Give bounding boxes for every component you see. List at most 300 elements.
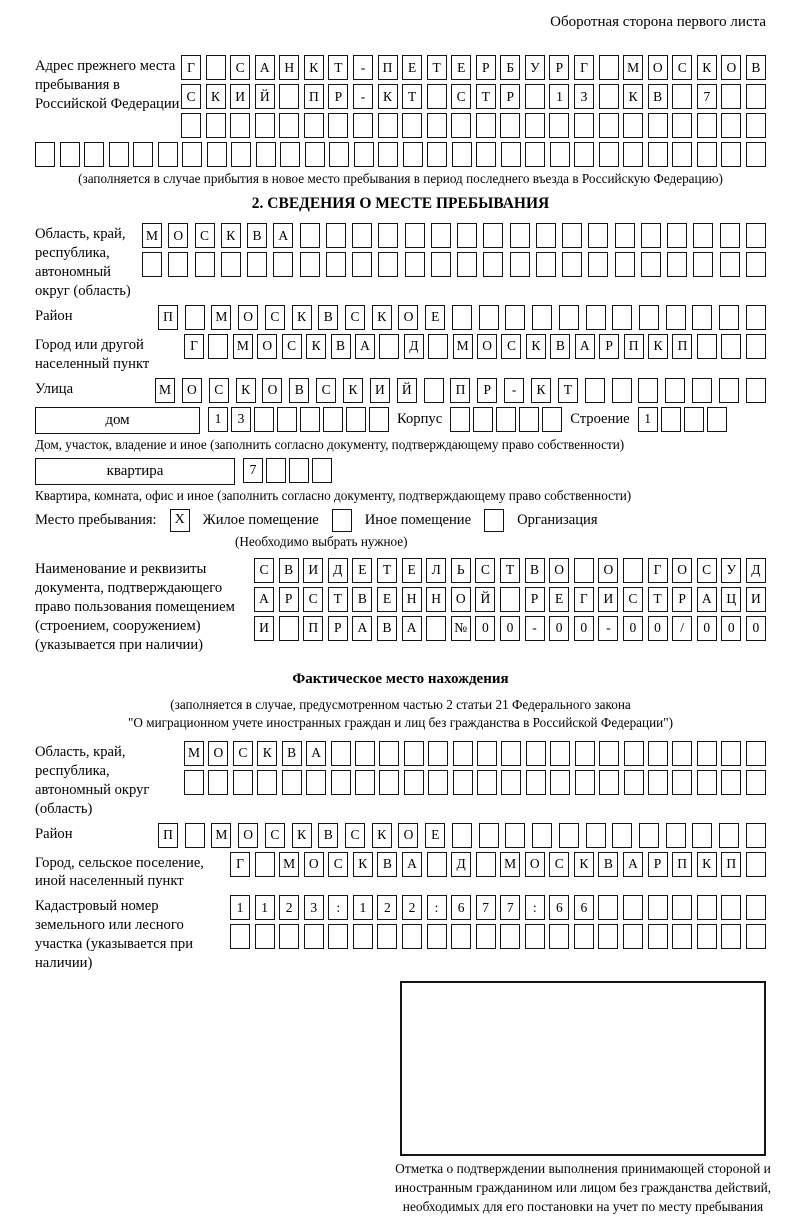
char-box[interactable] <box>477 741 497 766</box>
char-box[interactable]: С <box>303 587 323 612</box>
char-box[interactable]: О <box>451 587 471 612</box>
char-box[interactable]: О <box>168 223 188 248</box>
char-box[interactable]: О <box>598 558 618 583</box>
char-box[interactable]: М <box>142 223 162 248</box>
char-box[interactable]: : <box>328 895 348 920</box>
char-box[interactable] <box>427 142 447 167</box>
char-box[interactable]: : <box>525 895 545 920</box>
char-box[interactable]: Н <box>426 587 446 612</box>
char-box[interactable] <box>289 458 309 483</box>
char-box[interactable]: К <box>531 378 551 403</box>
char-box[interactable]: И <box>303 558 323 583</box>
char-box[interactable]: 7 <box>500 895 520 920</box>
char-box[interactable] <box>378 142 398 167</box>
char-box[interactable] <box>667 223 687 248</box>
char-box[interactable] <box>574 558 594 583</box>
char-box[interactable] <box>133 142 153 167</box>
char-box[interactable] <box>536 223 556 248</box>
char-box[interactable] <box>185 823 205 848</box>
char-box[interactable] <box>549 924 569 949</box>
char-box[interactable] <box>496 407 516 432</box>
char-box[interactable] <box>692 305 712 330</box>
char-box[interactable]: Р <box>328 84 348 109</box>
char-box[interactable]: П <box>721 852 741 877</box>
char-box[interactable] <box>532 823 552 848</box>
char-box[interactable]: Д <box>746 558 766 583</box>
char-box[interactable]: К <box>526 334 546 359</box>
char-box[interactable] <box>352 223 372 248</box>
char-box[interactable]: Т <box>328 55 348 80</box>
char-box[interactable] <box>279 616 299 641</box>
char-box[interactable] <box>623 924 643 949</box>
char-box[interactable] <box>168 252 188 277</box>
char-box[interactable]: 2 <box>402 895 422 920</box>
char-box[interactable] <box>312 458 332 483</box>
char-box[interactable]: Д <box>451 852 471 877</box>
char-box[interactable] <box>328 113 348 138</box>
char-box[interactable] <box>378 113 398 138</box>
char-box[interactable]: А <box>575 334 595 359</box>
char-box[interactable] <box>721 84 741 109</box>
char-box[interactable] <box>473 407 493 432</box>
char-box[interactable] <box>599 741 619 766</box>
char-box[interactable]: Е <box>451 55 471 80</box>
char-box[interactable]: Ь <box>451 558 471 583</box>
char-box[interactable]: 2 <box>377 895 397 920</box>
char-box[interactable] <box>282 770 302 795</box>
char-box[interactable]: С <box>672 55 692 80</box>
char-box[interactable] <box>354 142 374 167</box>
char-box[interactable] <box>707 407 727 432</box>
char-box[interactable] <box>346 407 366 432</box>
char-box[interactable]: У <box>721 558 741 583</box>
char-box[interactable]: 0 <box>623 616 643 641</box>
char-box[interactable] <box>721 142 741 167</box>
char-box[interactable]: С <box>230 55 250 80</box>
char-box[interactable] <box>453 770 473 795</box>
char-box[interactable] <box>562 252 582 277</box>
char-box[interactable]: М <box>453 334 473 359</box>
char-box[interactable] <box>501 770 521 795</box>
char-box[interactable] <box>306 770 326 795</box>
char-box[interactable]: 0 <box>500 616 520 641</box>
char-box[interactable] <box>279 924 299 949</box>
char-box[interactable] <box>599 142 619 167</box>
char-box[interactable] <box>208 770 228 795</box>
char-box[interactable]: И <box>230 84 250 109</box>
char-box[interactable] <box>586 823 606 848</box>
char-box[interactable]: М <box>184 741 204 766</box>
char-box[interactable] <box>550 142 570 167</box>
char-box[interactable] <box>279 113 299 138</box>
char-box[interactable] <box>519 407 539 432</box>
char-box[interactable]: О <box>672 558 692 583</box>
char-box[interactable] <box>142 252 162 277</box>
char-box[interactable] <box>182 142 202 167</box>
char-box[interactable] <box>427 924 447 949</box>
char-box[interactable]: П <box>378 55 398 80</box>
char-box[interactable]: В <box>550 334 570 359</box>
char-box[interactable]: С <box>209 378 229 403</box>
char-box[interactable] <box>305 142 325 167</box>
char-box[interactable] <box>697 924 717 949</box>
char-box[interactable] <box>623 113 643 138</box>
char-box[interactable]: Г <box>184 334 204 359</box>
char-box[interactable]: А <box>255 55 275 80</box>
char-box[interactable] <box>666 305 686 330</box>
char-box[interactable]: О <box>257 334 277 359</box>
char-box[interactable] <box>684 407 704 432</box>
char-box[interactable] <box>615 223 635 248</box>
char-box[interactable] <box>562 223 582 248</box>
char-box[interactable] <box>326 223 346 248</box>
char-box[interactable]: 3 <box>304 895 324 920</box>
char-box[interactable]: Т <box>328 587 348 612</box>
char-box[interactable] <box>721 113 741 138</box>
char-box[interactable] <box>697 895 717 920</box>
char-box[interactable]: А <box>355 334 375 359</box>
char-box[interactable] <box>746 113 766 138</box>
char-box[interactable] <box>476 852 496 877</box>
char-box[interactable]: А <box>254 587 274 612</box>
char-box[interactable]: С <box>623 587 643 612</box>
char-box[interactable] <box>719 305 739 330</box>
char-box[interactable]: М <box>211 305 231 330</box>
char-box[interactable] <box>719 823 739 848</box>
char-box[interactable] <box>501 142 521 167</box>
char-box[interactable]: В <box>377 616 397 641</box>
char-box[interactable]: К <box>292 823 312 848</box>
char-box[interactable]: Л <box>426 558 446 583</box>
char-box[interactable] <box>510 223 530 248</box>
char-box[interactable] <box>428 770 448 795</box>
char-box[interactable]: К <box>257 741 277 766</box>
char-box[interactable]: В <box>525 558 545 583</box>
char-box[interactable] <box>300 407 320 432</box>
char-box[interactable]: Р <box>477 378 497 403</box>
char-box[interactable]: Д <box>328 558 348 583</box>
char-box[interactable] <box>719 378 739 403</box>
char-box[interactable] <box>304 113 324 138</box>
char-box[interactable]: К <box>648 334 668 359</box>
char-box[interactable]: : <box>427 895 447 920</box>
char-box[interactable] <box>266 458 286 483</box>
char-box[interactable]: Т <box>476 84 496 109</box>
char-box[interactable]: С <box>549 852 569 877</box>
char-box[interactable] <box>185 305 205 330</box>
char-box[interactable] <box>559 823 579 848</box>
char-box[interactable] <box>648 113 668 138</box>
char-box[interactable] <box>641 252 661 277</box>
char-box[interactable] <box>746 852 766 877</box>
char-box[interactable] <box>532 305 552 330</box>
char-box[interactable]: 1 <box>230 895 250 920</box>
char-box[interactable]: Р <box>549 55 569 80</box>
char-box[interactable] <box>427 852 447 877</box>
char-box[interactable] <box>379 741 399 766</box>
char-box[interactable]: О <box>477 334 497 359</box>
char-box[interactable]: С <box>451 84 471 109</box>
char-box[interactable]: Г <box>181 55 201 80</box>
char-box[interactable]: 0 <box>549 616 569 641</box>
char-box[interactable]: Р <box>279 587 299 612</box>
char-box[interactable] <box>612 305 632 330</box>
char-box[interactable] <box>525 142 545 167</box>
char-box[interactable] <box>574 113 594 138</box>
char-box[interactable] <box>692 378 712 403</box>
char-box[interactable] <box>510 252 530 277</box>
char-box[interactable]: 0 <box>475 616 495 641</box>
char-box[interactable]: Р <box>328 616 348 641</box>
char-box[interactable] <box>483 223 503 248</box>
char-box[interactable] <box>721 334 741 359</box>
char-box[interactable] <box>559 305 579 330</box>
char-box[interactable]: О <box>648 55 668 80</box>
char-box[interactable] <box>667 252 687 277</box>
char-box[interactable] <box>277 407 297 432</box>
char-box[interactable] <box>404 741 424 766</box>
char-box[interactable]: С <box>345 823 365 848</box>
char-box[interactable] <box>355 741 375 766</box>
char-box[interactable]: - <box>525 616 545 641</box>
char-box[interactable]: Т <box>427 55 447 80</box>
char-box[interactable]: Е <box>352 558 372 583</box>
char-box[interactable] <box>369 407 389 432</box>
char-box[interactable]: С <box>195 223 215 248</box>
char-box[interactable]: К <box>353 852 373 877</box>
char-box[interactable]: О <box>398 823 418 848</box>
char-box[interactable] <box>746 223 766 248</box>
char-box[interactable] <box>195 252 215 277</box>
char-box[interactable]: Д <box>404 334 424 359</box>
char-box[interactable] <box>588 252 608 277</box>
char-box[interactable]: С <box>233 741 253 766</box>
char-box[interactable] <box>353 924 373 949</box>
char-box[interactable] <box>300 252 320 277</box>
char-box[interactable] <box>746 305 766 330</box>
char-box[interactable]: 1 <box>549 84 569 109</box>
char-box[interactable] <box>331 770 351 795</box>
char-box[interactable] <box>405 252 425 277</box>
char-box[interactable] <box>665 378 685 403</box>
char-box[interactable] <box>599 84 619 109</box>
char-box[interactable]: И <box>370 378 390 403</box>
char-box[interactable] <box>624 741 644 766</box>
char-box[interactable]: 7 <box>476 895 496 920</box>
char-box[interactable]: 0 <box>574 616 594 641</box>
char-box[interactable]: В <box>746 55 766 80</box>
char-box[interactable]: 3 <box>574 84 594 109</box>
char-box[interactable]: У <box>525 55 545 80</box>
char-box[interactable]: О <box>182 378 202 403</box>
char-box[interactable]: М <box>500 852 520 877</box>
char-box[interactable]: О <box>398 305 418 330</box>
char-box[interactable] <box>231 142 251 167</box>
char-box[interactable] <box>585 378 605 403</box>
char-box[interactable] <box>256 142 276 167</box>
char-box[interactable] <box>450 407 470 432</box>
char-box[interactable] <box>477 770 497 795</box>
char-box[interactable]: Е <box>425 305 445 330</box>
char-box[interactable] <box>404 770 424 795</box>
char-box[interactable]: В <box>279 558 299 583</box>
char-box[interactable] <box>109 142 129 167</box>
char-box[interactable] <box>648 770 668 795</box>
char-box[interactable]: К <box>372 305 392 330</box>
char-box[interactable] <box>479 305 499 330</box>
char-box[interactable]: Ц <box>721 587 741 612</box>
char-box[interactable] <box>746 84 766 109</box>
char-box[interactable] <box>720 252 740 277</box>
char-box[interactable]: С <box>475 558 495 583</box>
char-box[interactable] <box>624 770 644 795</box>
char-box[interactable] <box>746 924 766 949</box>
char-box[interactable]: К <box>221 223 241 248</box>
char-box[interactable] <box>648 924 668 949</box>
char-box[interactable]: К <box>304 55 324 80</box>
char-box[interactable]: К <box>574 852 594 877</box>
char-box[interactable]: С <box>501 334 521 359</box>
char-box[interactable]: А <box>402 852 422 877</box>
char-box[interactable] <box>672 142 692 167</box>
char-box[interactable] <box>247 252 267 277</box>
char-box[interactable] <box>379 334 399 359</box>
char-box[interactable] <box>526 770 546 795</box>
char-box[interactable] <box>273 252 293 277</box>
char-box[interactable] <box>500 924 520 949</box>
char-box[interactable] <box>661 407 681 432</box>
char-box[interactable] <box>452 142 472 167</box>
char-box[interactable]: 6 <box>549 895 569 920</box>
char-box[interactable] <box>639 823 659 848</box>
char-box[interactable]: К <box>623 84 643 109</box>
char-box[interactable]: 0 <box>697 616 717 641</box>
char-box[interactable] <box>428 741 448 766</box>
char-box[interactable] <box>598 924 618 949</box>
char-box[interactable] <box>424 378 444 403</box>
char-box[interactable] <box>697 741 717 766</box>
char-box[interactable]: Г <box>230 852 250 877</box>
char-box[interactable] <box>692 823 712 848</box>
char-box[interactable]: Р <box>500 84 520 109</box>
char-box[interactable] <box>505 305 525 330</box>
char-box[interactable]: - <box>353 55 373 80</box>
char-box[interactable] <box>721 741 741 766</box>
char-box[interactable] <box>574 924 594 949</box>
char-box[interactable] <box>476 924 496 949</box>
char-box[interactable] <box>598 895 618 920</box>
char-box[interactable] <box>405 223 425 248</box>
char-box[interactable] <box>697 113 717 138</box>
char-box[interactable]: П <box>624 334 644 359</box>
char-box[interactable]: 0 <box>721 616 741 641</box>
char-box[interactable]: / <box>672 616 692 641</box>
char-box[interactable] <box>206 55 226 80</box>
char-box[interactable] <box>500 113 520 138</box>
char-box[interactable] <box>451 113 471 138</box>
char-box[interactable]: О <box>238 823 258 848</box>
char-box[interactable] <box>378 252 398 277</box>
char-box[interactable] <box>428 334 448 359</box>
char-box[interactable]: Р <box>476 55 496 80</box>
char-box[interactable]: И <box>254 616 274 641</box>
char-box[interactable] <box>721 895 741 920</box>
char-box[interactable] <box>623 558 643 583</box>
char-box[interactable]: - <box>598 616 618 641</box>
char-box[interactable] <box>525 113 545 138</box>
char-box[interactable] <box>457 223 477 248</box>
char-box[interactable] <box>672 924 692 949</box>
char-box[interactable]: В <box>598 852 618 877</box>
char-box[interactable] <box>599 55 619 80</box>
char-box[interactable]: С <box>282 334 302 359</box>
char-box[interactable] <box>323 407 343 432</box>
char-box[interactable]: О <box>208 741 228 766</box>
char-box[interactable] <box>697 334 717 359</box>
char-box[interactable] <box>378 223 398 248</box>
char-box[interactable] <box>599 113 619 138</box>
char-box[interactable] <box>542 407 562 432</box>
char-box[interactable] <box>230 924 250 949</box>
char-box[interactable]: С <box>316 378 336 403</box>
char-box[interactable] <box>615 252 635 277</box>
char-box[interactable]: И <box>598 587 618 612</box>
char-box[interactable]: 1 <box>255 895 275 920</box>
char-box[interactable] <box>255 113 275 138</box>
char-box[interactable] <box>746 142 766 167</box>
char-box[interactable]: Р <box>672 587 692 612</box>
char-box[interactable] <box>612 378 632 403</box>
char-box[interactable]: А <box>697 587 717 612</box>
char-box[interactable]: И <box>746 587 766 612</box>
char-box[interactable] <box>184 770 204 795</box>
char-box[interactable]: П <box>303 616 323 641</box>
char-box[interactable]: П <box>672 852 692 877</box>
char-box[interactable] <box>746 252 766 277</box>
char-box[interactable]: Г <box>574 587 594 612</box>
char-box[interactable] <box>279 84 299 109</box>
char-box[interactable] <box>208 334 228 359</box>
char-box[interactable] <box>403 142 423 167</box>
checkbox-organizatsiya[interactable] <box>484 509 504 532</box>
char-box[interactable] <box>586 305 606 330</box>
char-box[interactable] <box>746 823 766 848</box>
char-box[interactable]: П <box>450 378 470 403</box>
char-box[interactable] <box>501 741 521 766</box>
char-box[interactable] <box>697 770 717 795</box>
char-box[interactable]: Е <box>549 587 569 612</box>
char-box[interactable]: А <box>306 741 326 766</box>
char-box[interactable] <box>254 407 274 432</box>
char-box[interactable]: 2 <box>279 895 299 920</box>
char-box[interactable]: Е <box>377 587 397 612</box>
char-box[interactable] <box>697 142 717 167</box>
char-box[interactable]: К <box>697 55 717 80</box>
char-box[interactable]: А <box>623 852 643 877</box>
char-box[interactable]: В <box>352 587 372 612</box>
char-box[interactable]: В <box>377 852 397 877</box>
char-box[interactable] <box>233 770 253 795</box>
char-box[interactable] <box>206 113 226 138</box>
char-box[interactable]: 3 <box>231 407 251 432</box>
char-box[interactable] <box>304 924 324 949</box>
char-box[interactable] <box>257 770 277 795</box>
char-box[interactable] <box>158 142 178 167</box>
char-box[interactable] <box>549 113 569 138</box>
char-box[interactable] <box>575 770 595 795</box>
char-box[interactable] <box>721 770 741 795</box>
char-box[interactable]: О <box>238 305 258 330</box>
